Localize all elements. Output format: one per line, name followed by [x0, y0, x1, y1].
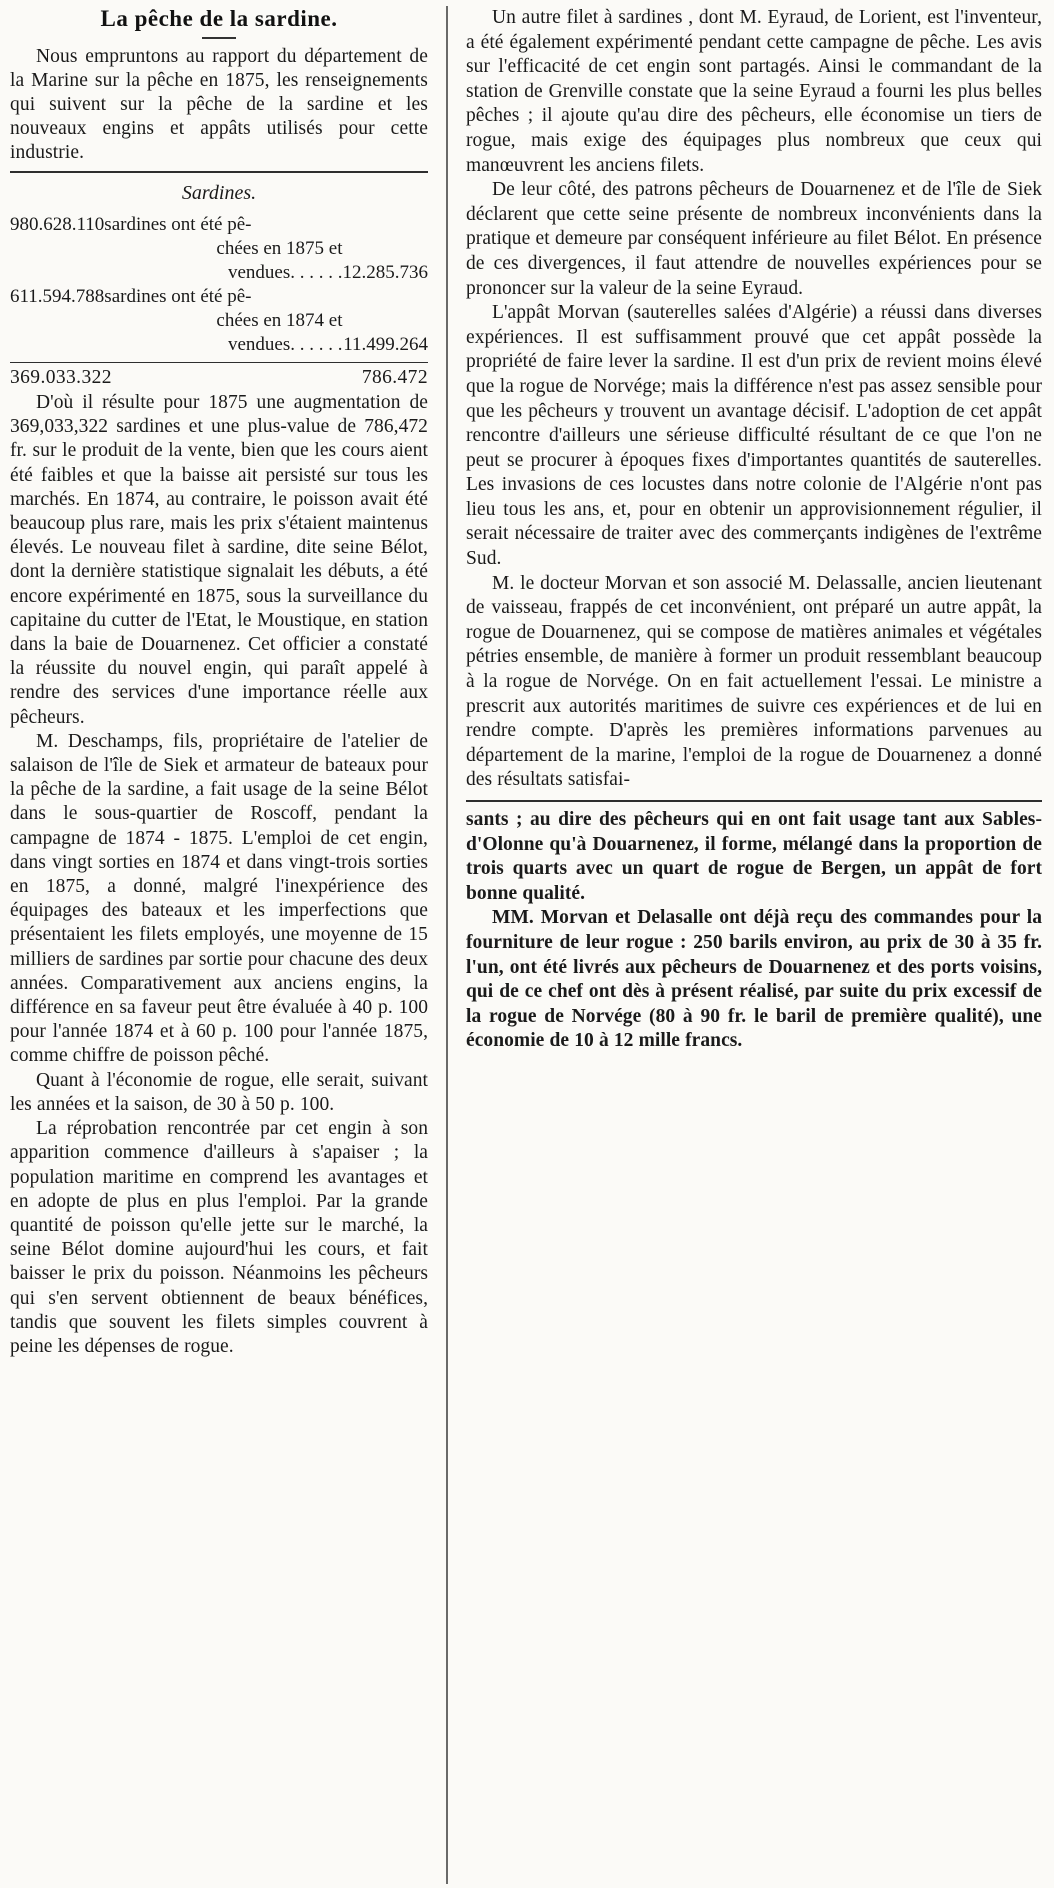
left-paragraph-3: Quant à l'économie de rogue, elle serait, suivant les années et la saison, de 30 à 50 p. 100.	[10, 1069, 428, 1115]
right-paragraph-3: L'appât Morvan (sauterelles salées d'Algérie) a réussi dans diverses expériences. Il est suffisamment prouvé que cet appât possède la propriété de faire lever la sardine. Il est d'un prix de revient moins élevé que la rogue de Norvége; mais la différence n'est pas assez sensible pour que les pêcheurs y trouvent un avantage décisif. L'adoption de cet appât rencontre d'ailleurs une sérieuse difficulté résultant de ce que l'on ne peut se procurer à époques fixes d'importantes quantités de sauterelles. Les invasions de ces locustes dans notre colonie de l'Algérie n'ont pas lieu tous les ans, et, pour en obtenir un approvisionnement régulier, il serait nécessaire de traiter avec des commerçants indigènes de l'extrême Sud.	[466, 302, 1042, 570]
right-paragraph-2: De leur côté, des patrons pêcheurs de Douarnenez et de l'île de Siek déclarent que cette seine présente de nombreux inconvénients dans la pratique et demeure par conséquent inférieure au filet Bélot. En présence de ces divergences, il faut attendre de nouvelles expériences pour se prononcer sur la valeur de la seine Eyraud.	[466, 179, 1042, 299]
sardine-figures-table	[10, 213, 428, 357]
left-paragraph-1-text: D'où il résulte pour 1875 une augmentation de 369,033,322 sardines et une plus-value de 786,472 fr. sur le produit de la vente, bien que les cours aient été faibles et que la baisse ait persisté sur tous les marchés. En 1874, au contraire, le poisson avait été beaucoup plus rare, mais les prix s'étaient maintenus élevés. Le nouveau filet à sardine, dite seine Bélot, dont la dernière statistique signalait les débuts, a été encore expérimenté en 1875, sous la surveillance du capitaine du cutter de l'Etat, le Moustique, en station dans la baie de Douarnenez. Cet officier a constaté la réussite du nouvel engin, qui paraît appelé à rendre des services d'une importance réelle aux pêcheurs.	[10, 392, 428, 728]
left-paragraph-2: M. Deschamps, fils, propriétaire de l'atelier de salaison de l'île de Siek et armateur de bateaux pour la pêche de la sardine, a fait usage de la seine Bélot dans le sous-quartier de Roscoff, pendant la campagne de 1874 - 1875. L'emploi de cet engin, dans vingt sorties en 1874 et dans vingt-trois sorties en 1875, a donné, malgré l'inexpérience des équipages des bateaux et les imperfections que présentaient les filets employés, une moyenne de 15 milliers de sardines par sortie pour chacune des deux années. Comparativement aux anciens engins, la différence en sa faveur peut être évaluée à 40 p. 100 pour l'année 1874 et à 60 p. 100 pour l'année 1875, comme chiffre de poisson pêché.	[10, 730, 428, 1067]
row-2-value: 11.499.264	[343, 334, 428, 355]
table-totals	[10, 367, 428, 389]
table-row	[10, 309, 428, 333]
table-caption: Sardines.	[181, 182, 257, 204]
table-row	[10, 333, 428, 357]
tail-paragraph-2: MM. Morvan et Delasalle ont déjà reçu des commandes pour la fourniture de leur rogue : 250 barils environ, au prix de 30 à 35 fr. l'un, ont été livrés aux pêcheurs de Douarnenez et des ports voisins, qui de ce chef ont dès à présent réalisé, par suite du prix excessif de la rogue de Norvége (80 à 90 fr. le baril de première qualité), une économie de 10 à 12 mille francs.	[466, 907, 1042, 1052]
lead-paragraph: Nous empruntons au rapport du département de la Marine sur la pêche en 1875, les renseignements qui suivent sur la pêche de la sardine et les nouveaux engins et appâts utilisés pour cette industrie.	[10, 46, 428, 163]
total-left: 369.033.322	[10, 367, 112, 388]
column-layout	[10, 4, 1044, 1888]
row-1-value: 12.285.736	[342, 262, 428, 283]
divider-above-table	[10, 171, 428, 173]
table-row	[10, 237, 428, 261]
row-1-text-line2: chées en 1875 et	[216, 238, 343, 259]
right-paragraph-4: M. le docteur Morvan et son associé M. Delassalle, ancien lieutenant de vaisseau, frappés de cet inconvénient, ont préparé un autre appât, la rogue de Douarnenez, qui se compose de matières animales et végétales pétries ensemble, de manière à former un produit ressemblant beaucoup à la rogue de Norvége. On en fait actuellement l'essai. Le ministre a prescrit aux autorités maritimes de suivre ces expériences et de lui en rendre compte. D'après les premières informations parvenues au département de la marine, l'emploi de la rogue de Douarnenez a donné des résultats satisfai-	[466, 572, 1042, 791]
column-divider	[442, 4, 452, 1888]
table-row	[10, 261, 428, 285]
left-paragraph-4: La réprobation rencontrée par cet engin à son apparition commence d'ailleurs à s'apaiser ; la population maritime en comprend les avantages et en adopte de plus en plus l'emploi. Par la grande quantité de poisson qu'elle jette sur le marché, la seine Bélot domine aujourd'hui les cours, et fait baisser le prix du poisson. Néanmoins les pêcheurs qui s'en servent obtiennent de beaux bénéfices, tandis que souvent les filets simples couvrent à peine les dépenses de rogue.	[10, 1118, 428, 1357]
tail-block	[466, 808, 1042, 1054]
right-column	[452, 4, 1042, 1054]
row-2-text-line3: vendues. . . . . .	[227, 334, 343, 355]
table-row	[10, 213, 428, 237]
row-1-value-spacer	[343, 213, 429, 237]
tail-paragraph-1: sants ; au dire des pêcheurs qui en ont fait usage tant aux Sables-d'Olonne qu'à Douarnenez, il forme, mélangé dans la proportion de trois quarts avec un quart de rogue de Bergen, un appât de fort bonne qualité.	[466, 809, 1042, 904]
row-1-number: 980.628.110	[10, 214, 105, 235]
left-column	[10, 4, 442, 1359]
divider-totals	[10, 362, 428, 363]
row-2-text-line2: chées en 1874 et	[216, 310, 343, 331]
table-row	[10, 285, 428, 309]
row-1-text-line1: sardines ont été pê-	[104, 214, 252, 235]
page-title: La pêche de la sardine.	[100, 6, 338, 31]
left-paragraph-1	[10, 391, 428, 730]
row-2-text-line1: sardines ont été pê-	[104, 286, 252, 307]
headline-rule	[202, 37, 236, 39]
row-2-number: 611.594.788	[10, 286, 105, 307]
right-paragraph-1: Un autre filet à sardines , dont M. Eyraud, de Lorient, est l'inventeur, a été également expérimenté pendant cette campagne de pêche. Les avis sur l'efficacité de cet engin sont partagés. Ainsi le commandant de la station de Grenville constate que la seine Eyraud a fourni les plus belles pêches ; il ajoute qu'au dire des pêcheurs, elle économise un tiers de rogue, mais exige des équipages plus nombreux que ceux qui manœuvrent les anciens filets.	[466, 7, 1042, 176]
total-right: 786.472	[361, 367, 428, 388]
row-1-text-line3: vendues. . . . . .	[227, 262, 343, 283]
divider-tail	[466, 800, 1042, 802]
